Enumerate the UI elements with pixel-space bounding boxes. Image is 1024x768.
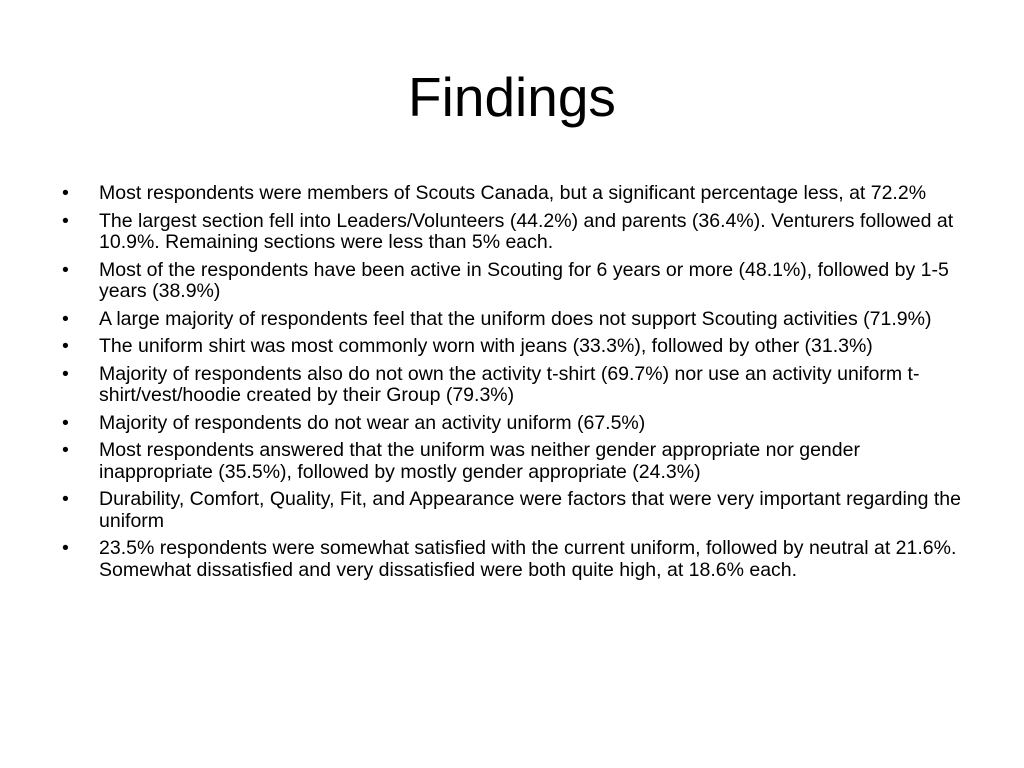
bullet-dot-icon: • — [62, 439, 69, 461]
bullet-text: The largest section fell into Leaders/Volunteers (44.2%) and parents (36.4%). Venturers followed at 10.9%. Remaining sections were less than 5% each. — [99, 209, 954, 253]
bullet-text: Majority of respondents also do not own the activity t-shirt (69.7%) nor use an activity uniform t-shirt/vest/hoodie created by their Group (79.3%) — [99, 362, 920, 406]
bullet-text: Most respondents answered that the uniform was neither gender appropriate nor gender inappropriate (35.5%), followed by mostly gender appropriate (24.3%) — [99, 439, 860, 483]
bullet-dot-icon: • — [62, 362, 69, 385]
bullet-dot-icon: • — [62, 411, 69, 434]
bullet-item — [62, 489, 967, 532]
bullet-dot-icon: • — [62, 182, 69, 204]
bullet-item — [62, 211, 967, 254]
bullet-item — [62, 309, 967, 331]
bullet-dot-icon: • — [62, 537, 69, 559]
findings-bullet-list — [62, 183, 967, 587]
bullet-dot-icon: • — [62, 209, 69, 232]
slide-title: Findings — [408, 66, 616, 128]
bullet-text: Most respondents were members of Scouts Canada, but a significant percentage less, at 72.2% — [99, 182, 927, 204]
bullet-item — [62, 336, 967, 358]
bullet-text: A large majority of respondents feel that the uniform does not support Scouting activities (71.9%) — [99, 307, 932, 330]
bullet-item — [62, 364, 967, 407]
bullet-text: Durability, Comfort, Quality, Fit, and Appearance were factors that were very important regarding the uniform — [99, 488, 961, 532]
bullet-item — [62, 413, 967, 435]
bullet-text: The uniform shirt was most commonly worn with jeans (33.3%), followed by other (31.3%) — [99, 335, 873, 357]
bullet-dot-icon: • — [62, 307, 69, 330]
bullet-dot-icon: • — [62, 335, 69, 357]
bullet-text: Majority of respondents do not wear an activity uniform (67.5%) — [99, 411, 646, 434]
bullet-item — [62, 538, 967, 581]
bullet-dot-icon: • — [62, 258, 69, 281]
bullet-dot-icon: • — [62, 488, 69, 510]
bullet-text: 23.5% respondents were somewhat satisfied with the current uniform, followed by neutral at 21.6%. Somewhat dissatisfied and very dissatisfied were both quite high, at 18.6% each. — [99, 537, 957, 581]
bullet-item — [62, 260, 967, 303]
bullet-item — [62, 440, 967, 483]
bullet-text: Most of the respondents have been active in Scouting for 6 years or more (48.1%), followed by 1-5 years (38.9%) — [99, 258, 949, 302]
bullet-item — [62, 183, 967, 205]
